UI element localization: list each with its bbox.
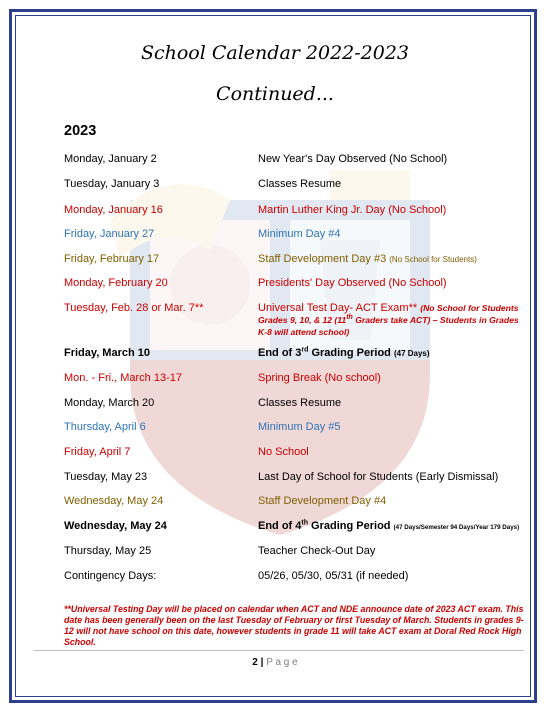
event-description: Minimum Day #5: [258, 421, 341, 433]
event-description: Classes Resume: [258, 397, 342, 409]
event-description: Presidents' Day Observed (No School): [258, 277, 447, 289]
event-description: Staff Development Day #3 (No School for Students): [258, 253, 477, 265]
event-date: Friday, April 7: [64, 446, 131, 458]
event-date: Wednesday, May 24: [64, 520, 167, 532]
page-number: 2: [252, 657, 258, 668]
year-heading: 2023: [64, 123, 97, 139]
event-description: End of 4th Grading Period (47 Days/Semester 94 Days/Year 179 Days): [258, 519, 520, 532]
event-date: Monday, February 20: [64, 277, 168, 289]
event-date: Monday, March 20: [64, 397, 155, 409]
event-date: Wednesday, May 24: [64, 495, 164, 507]
event-description: No School: [258, 446, 309, 458]
event-date: Monday, January 2: [64, 153, 157, 165]
event-description: Minimum Day #4: [258, 228, 341, 240]
page-subtitle: Continued...: [216, 83, 334, 105]
event-date: Thursday, May 25: [64, 545, 152, 557]
event-description: 05/26, 05/30, 05/31 (if needed): [258, 570, 409, 582]
footnote: **Universal Testing Day will be placed on calendar when ACT and NDE announce date of 2023 ACT exam. This date has been generally been on the last Tuesday of February or first Tuesday of March. Students in grades 9-12 will not have school on this date, however students in grade 11 will take ACT exam at Doral Red Rock High School.: [64, 604, 524, 647]
event-date: Friday, January 27: [64, 228, 155, 240]
event-description: Martin Luther King Jr. Day (No School): [258, 204, 447, 216]
event-description: New Year's Day Observed (No School): [258, 153, 448, 165]
event-description: End of 3rd Grading Period (47 Days): [258, 346, 430, 359]
footer-divider: [34, 650, 524, 651]
event-date: Contingency Days:: [64, 570, 157, 582]
event-description: Last Day of School for Students (Early Dismissal): [258, 471, 499, 483]
event-description: Spring Break (No school): [258, 372, 381, 384]
event-description: Staff Development Day #4: [258, 495, 387, 507]
event-description: Teacher Check-Out Day: [258, 545, 376, 557]
page-title: School Calendar 2022-2023: [140, 42, 410, 64]
page-label: P a g e: [266, 657, 298, 668]
event-description: Universal Test Day- ACT Exam** (No School for Students Grades 9, 10, & 12 (11th Graders take ACT) – Students in Grades K-8 will attend school): [258, 302, 519, 337]
event-date: Thursday, April 6: [64, 421, 146, 433]
event-date: Tuesday, January 3: [64, 178, 160, 190]
event-date: Friday, March 10: [64, 347, 150, 359]
event-date: Tuesday, Feb. 28 or Mar. 7**: [64, 302, 204, 314]
event-date: Mon. - Fri., March 13-17: [64, 372, 182, 384]
event-description: Classes Resume: [258, 178, 342, 190]
event-date: Friday, February 17: [64, 253, 160, 265]
event-date: Tuesday, May 23: [64, 471, 148, 483]
event-date: Monday, January 16: [64, 204, 163, 216]
footer-separator: |: [260, 657, 264, 668]
page-footer: [0, 657, 550, 668]
